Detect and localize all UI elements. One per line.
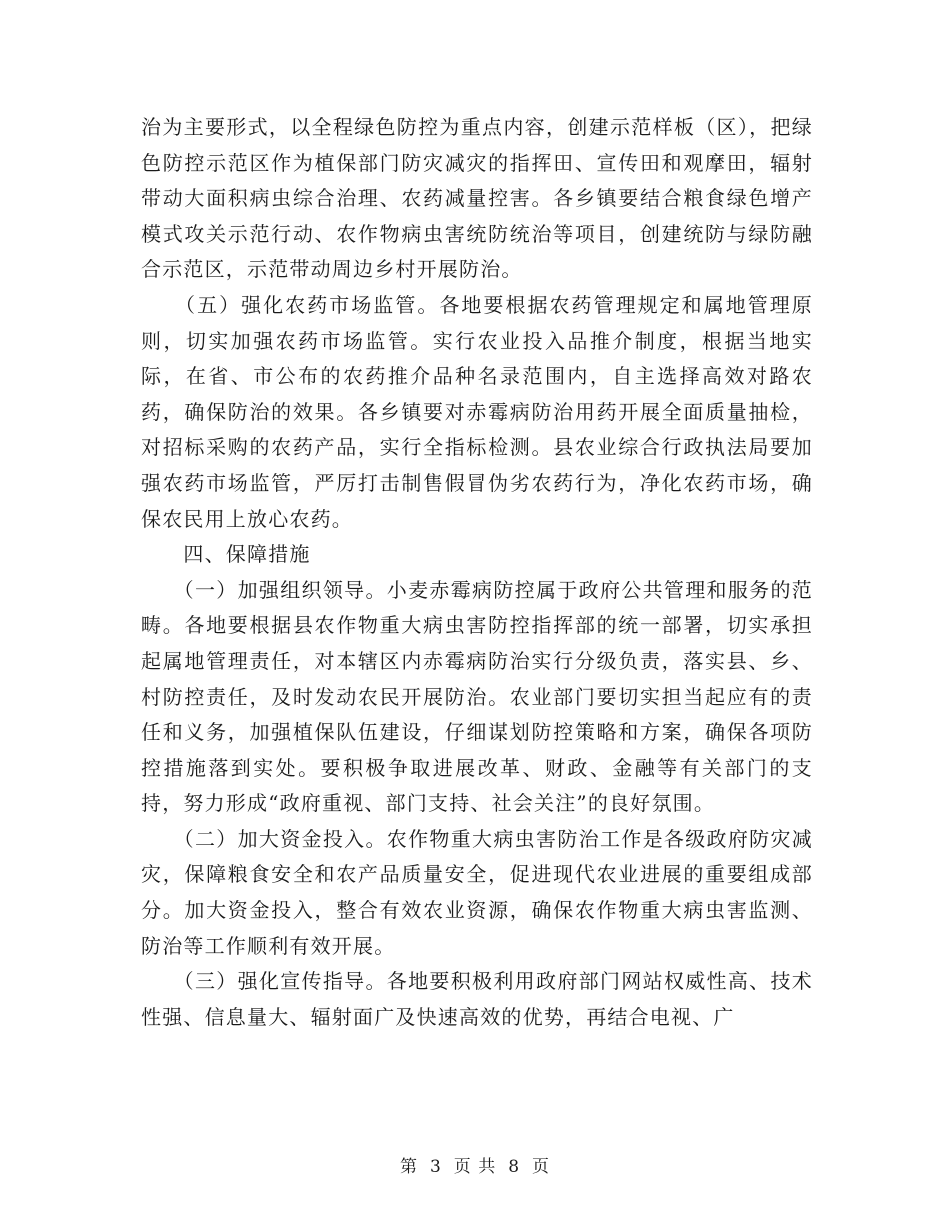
- paragraph-publicity-guidance: （三）强化宣传指导。各地要积极利用政府部门网站权威性高、技术性强、信息量大、辐射面广及快速高效的优势，再结合电视、广: [141, 969, 813, 1029]
- section-heading-safeguards: 四、保障措施: [141, 542, 311, 567]
- paragraph-organization-leadership: （一）加强组织领导。小麦赤霉病防控属于政府公共管理和服务的范畴。各地要根据县农作物重大病虫害防控指挥部的统一部署，切实承担起属地管理责任，对本辖区内赤霉病防治实行分级负责，落实县、乡、村防控责任，及时发动农民开展防治。农业部门要切实担当起应有的责任和义务，加强植保队伍建设，仔细谋划防控策略和方案，确保各项防控措施落到实处。要积极争取进展改革、财政、金融等有关部门的支持，努力形成“政府重视、部门支持、社会关注”的良好氛围。: [141, 577, 813, 816]
- paragraph-pesticide-market: （五）强化农药市场监管。各地要根据农药管理规定和属地管理原则，切实加强农药市场监管。实行农业投入品推介制度，根据当地实际，在省、市公布的农药推介品种名录范围内，自主选择高效对路农药，确保防治的效果。各乡镇要对赤霉病防治用药开展全面质量抽检，对招标采购的农药产品，实行全指标检测。县农业综合行政执法局要加强农药市场监管，严厉打击制售假冒伪劣农药行为，净化农药市场，确保农民用上放心农药。: [141, 292, 813, 531]
- footer-middle: 页 共: [453, 1157, 497, 1177]
- paragraph-continuation: 治为主要形式，以全程绿色防控为重点内容，创建示范样板（区），把绿色防控示范区作为植保部门防灾减灾的指挥田、宣传田和观摩田，辐射带动大面积病虫综合治理、农药减量控害。各乡镇要结合粮食绿色增产模式攻关示范行动、农作物病虫害统防统治等项目，创建统防与绿防融合示范区，示范带动周边乡村开展防治。: [141, 115, 813, 282]
- footer-prefix: 第: [399, 1157, 418, 1177]
- total-page-number: 8: [508, 1157, 521, 1177]
- document-body: [141, 110, 813, 1035]
- paragraph-funding-investment: （二）加大资金投入。农作物重大病虫害防治工作是各级政府防灾减灾，保障粮食安全和农产品质量安全，促进现代农业进展的重要组成部分。加大资金投入，整合有效农业资源，确保农作物重大病虫害监测、防治等工作顺利有效开展。: [141, 826, 813, 958]
- page-footer: [0, 1152, 950, 1177]
- footer-suffix: 页: [532, 1157, 551, 1177]
- current-page-number: 3: [429, 1157, 442, 1177]
